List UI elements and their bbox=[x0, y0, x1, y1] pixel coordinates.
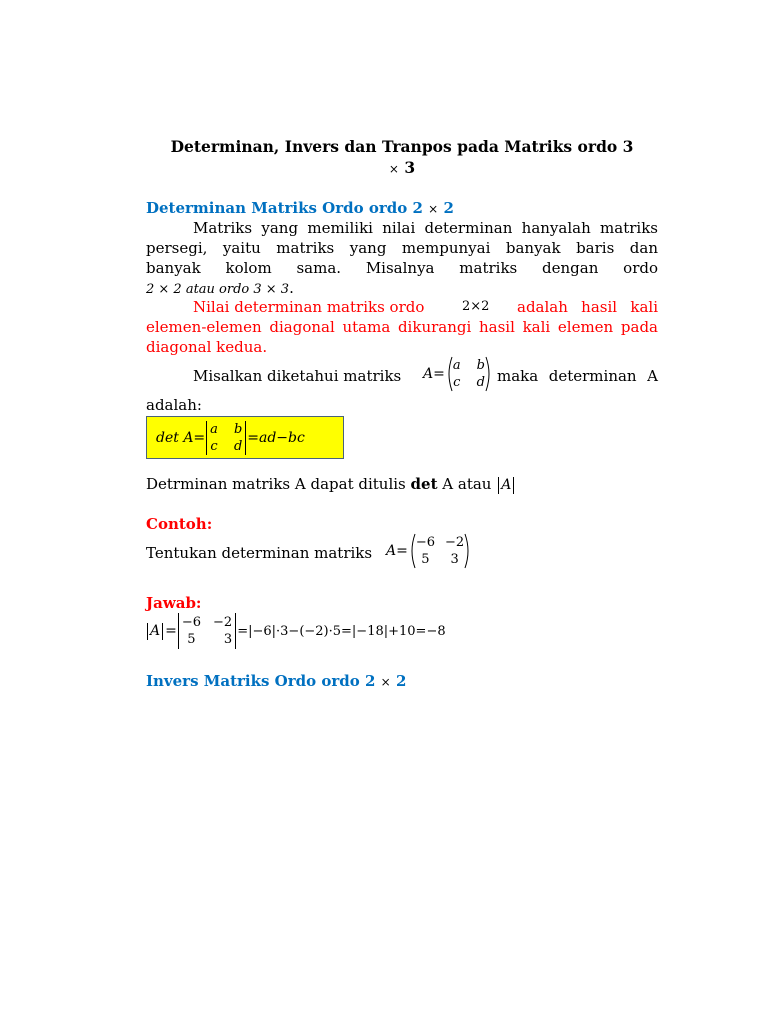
matrix-cell: a bbox=[210, 422, 218, 437]
matrix-cell: 5 bbox=[421, 552, 430, 567]
matrix-cell: d bbox=[233, 439, 243, 454]
section-heading-times: × bbox=[428, 202, 439, 216]
matrix-cell: b bbox=[476, 358, 485, 373]
page-title-line-2 bbox=[146, 158, 658, 177]
right-paren-icon bbox=[485, 356, 493, 392]
para3-matrix-expression bbox=[423, 356, 493, 392]
matrix-cell: 5 bbox=[187, 632, 196, 647]
para4-text-a: Detrminan matriks A dapat ditulis bbox=[146, 475, 406, 493]
para4-math: A bbox=[501, 477, 512, 493]
jawab-rhs: =|−6|·3−(−2)·5=|−18|+10=−8 bbox=[237, 623, 446, 639]
formula-box bbox=[146, 416, 344, 459]
para2-line-1a: Nilai determinan matriks ordo bbox=[193, 298, 425, 316]
title-line-1: Determinan, Invers dan Tranpos pada Matriks ordo 3 bbox=[170, 137, 634, 156]
para3-matrix bbox=[453, 357, 485, 391]
para3-text-a: Misalkan diketahui matriks bbox=[193, 367, 402, 385]
jawab-label: Jawab: bbox=[146, 594, 202, 612]
matrix-cell: −6 bbox=[415, 535, 436, 550]
matrix-cell: a bbox=[452, 358, 461, 373]
abs-bar-left bbox=[147, 623, 148, 640]
contoh-matrix bbox=[416, 534, 464, 568]
para2-line-1b: adalah hasil kali bbox=[517, 298, 658, 316]
contoh-text: Tentukan determinan matriks bbox=[146, 544, 373, 562]
para1-period: . bbox=[289, 279, 294, 297]
contoh-matrix-expression bbox=[386, 533, 472, 569]
left-paren-icon bbox=[445, 356, 453, 392]
para4-bold-det: det bbox=[410, 475, 438, 493]
formula-label: det A= bbox=[156, 430, 206, 446]
para4-text-b: A atau bbox=[442, 475, 492, 493]
right-paren-icon bbox=[464, 533, 472, 569]
abs-bar-right bbox=[162, 623, 163, 640]
para1-line-1: Matriks yang memiliki nilai determinan hanyalah matriks bbox=[193, 219, 658, 237]
abs-bar-left bbox=[498, 477, 499, 494]
formula-matrix bbox=[210, 421, 242, 455]
section-heading-text: Invers Matriks Ordo ordo 2 bbox=[146, 672, 376, 690]
paragraph-1 bbox=[146, 219, 658, 237]
left-paren-icon bbox=[408, 533, 416, 569]
para1-line-2: persegi, yaitu matriks yang mempunyai banyak baris dan bbox=[146, 239, 658, 257]
determinant-bar-right bbox=[235, 613, 236, 649]
matrix-cell: 3 bbox=[450, 552, 459, 567]
para1-line-3: banyak kolom sama. Misalnya matriks dengan ordo bbox=[146, 259, 658, 277]
page-title bbox=[146, 137, 658, 156]
jawab-lhs: A bbox=[150, 623, 161, 639]
contoh-matrix-label: A= bbox=[386, 543, 408, 559]
para2-line-3: diagonal kedua. bbox=[146, 338, 268, 356]
para2-order-math: 2×2 bbox=[462, 299, 490, 314]
section-heading-invers bbox=[146, 672, 406, 690]
jawab-matrix bbox=[182, 614, 232, 648]
section-heading-times: × bbox=[380, 675, 391, 689]
matrix-cell: −2 bbox=[445, 535, 465, 550]
matrix-cell: c bbox=[210, 439, 218, 454]
determinant-bar-left bbox=[206, 421, 207, 455]
para2-line-2: elemen-elemen diagonal utama dikurangi hasil kali elemen pada bbox=[146, 318, 658, 336]
section-heading-text: Determinan Matriks Ordo ordo 2 bbox=[146, 199, 423, 217]
para3-line-2: adalah: bbox=[146, 396, 202, 414]
para4 bbox=[146, 475, 516, 494]
para3-matrix-label: A= bbox=[423, 366, 445, 382]
matrix-cell: −6 bbox=[181, 615, 202, 630]
para1-line-4 bbox=[146, 279, 294, 297]
para3-text-b: maka determinan A bbox=[497, 367, 658, 385]
matrix-cell: b bbox=[233, 422, 243, 437]
matrix-cell: 3 bbox=[223, 632, 233, 647]
determinant-bar-left bbox=[178, 613, 179, 649]
section-heading-number: 2 bbox=[443, 199, 454, 217]
title-number: 3 bbox=[404, 158, 416, 177]
contoh-label: Contoh: bbox=[146, 515, 213, 533]
section-heading-number: 2 bbox=[395, 672, 407, 690]
para1-order-math: 2 × 2 atau ordo 3 × 3 bbox=[146, 282, 290, 297]
section-heading-determinan bbox=[146, 199, 454, 217]
jawab-eq: = bbox=[165, 623, 177, 639]
formula-result: =ad−bc bbox=[247, 430, 305, 446]
matrix-cell: c bbox=[453, 375, 461, 390]
matrix-cell: −2 bbox=[213, 615, 233, 630]
jawab-expression bbox=[146, 612, 446, 650]
abs-bar-right bbox=[513, 477, 514, 494]
formula-expression bbox=[156, 420, 305, 456]
title-times-symbol: × bbox=[388, 162, 399, 176]
matrix-cell: d bbox=[476, 375, 485, 390]
determinant-bar-right bbox=[245, 421, 246, 455]
